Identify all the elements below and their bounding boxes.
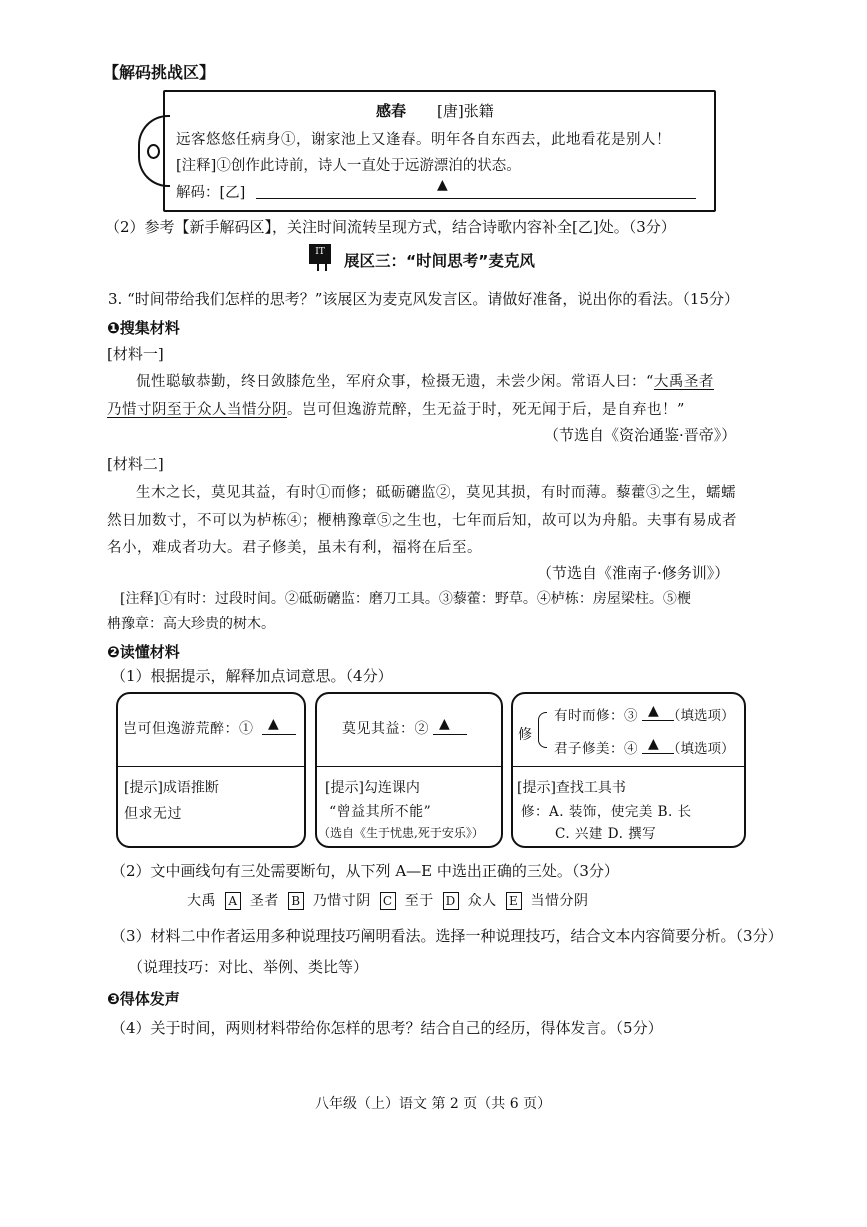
presentation-board-icon: IT — [309, 244, 331, 264]
card1-answer-field[interactable] — [262, 714, 296, 735]
material2-line1: 生木之长，莫见其益，有时①而修；砥砺礳监②，莫见其损，有时而薄。藜藿③之生，蠕蠕 — [136, 485, 736, 501]
card3-row1: 有时而修：③ — [554, 708, 638, 724]
scroll-hole-icon — [147, 144, 160, 159]
poem-author: [唐]张籍 — [437, 102, 494, 120]
card3-triangle-icon-4: ▲ — [648, 736, 659, 752]
card3-options-2: C. 兴建 D. 撰写 — [555, 826, 657, 842]
break-option-a[interactable]: A — [225, 892, 241, 910]
material1-line1 — [136, 370, 714, 391]
q3-analysis-instruction: （3）材料二中作者运用多种说理技巧阐明看法。选择一种说理技巧，结合文本内容简要分析。（3分） — [111, 927, 783, 945]
material2-line3: 名小，难成者功大。君子修美，虽未有利，福将在后至。 — [107, 540, 482, 556]
sentence-break-row — [187, 890, 589, 910]
segment: 当惜分阴 — [530, 893, 589, 909]
q4-prompt: （4）关于时间，两则材料带给你怎样的思考？结合自己的经历，得体发言。（5分） — [111, 1019, 663, 1037]
card3-brace-label: 修 — [518, 727, 533, 743]
material2-notes-line2: 柟豫章：高大珍贵的树木。 — [107, 616, 275, 632]
exhibit-title: 展区三：“时间思考”麦克风 — [344, 252, 535, 270]
break-option-e[interactable]: E — [506, 892, 522, 910]
poem-line: 远客悠悠任病身①，谢家池上又逢春。明年各自东西去，此地看花是别人！ — [176, 132, 671, 148]
card1-hint-body: 但求无过 — [124, 806, 182, 822]
card1-hint-title: [提示]成语推断 — [124, 780, 219, 796]
material2-notes-line1: [注释]①有时：过段时间。②砥砺礳监：磨刀工具。③藜藿：野草。④栌栋：房屋梁柱。⑤楩 — [120, 591, 691, 607]
segment: 至于 — [404, 893, 434, 909]
section-read: ❷读懂材料 — [107, 643, 180, 661]
decode-label: 解码：[乙] — [176, 185, 246, 201]
card3-triangle-icon-3: ▲ — [648, 703, 659, 719]
card3-fill-note-1: （填选项） — [667, 708, 735, 724]
material2-source: （节选自《淮南子·修务训》） — [537, 564, 730, 582]
material1-underlined-1: 大禹圣者 — [653, 374, 714, 390]
card2-triangle-icon: ▲ — [439, 716, 450, 732]
segment: 大禹 — [187, 893, 216, 909]
card1-triangle-icon: ▲ — [268, 716, 279, 732]
page-footer: 八年级（上）语文 第 2 页（共 6 页） — [315, 1096, 552, 1112]
challenge-header: 【解码挑战区】 — [103, 63, 216, 82]
segment: 圣者 — [249, 893, 279, 909]
card2-question: 莫见其益：② — [342, 721, 429, 737]
material1-underlined-2: 乃惜寸阴至于众人当惜分阴 — [107, 402, 287, 418]
break-option-d[interactable]: D — [443, 892, 459, 910]
poem-title: 感春 — [376, 102, 407, 120]
section-collect: ❶搜集材料 — [107, 319, 180, 337]
card3-row2: 君子修美：④ — [554, 741, 638, 757]
break-option-c[interactable]: C — [380, 892, 396, 910]
material1-source: （节选自《资治通鉴·晋帝》） — [544, 426, 737, 444]
card3-options-1: 修：A. 装饰，使完美 B. 长 — [521, 804, 692, 820]
material1-label: [材料一] — [107, 345, 164, 363]
poem-note: [注释]①创作此诗前，诗人一直处于远游漂泊的状态。 — [176, 158, 521, 174]
q3-prompt: 3. “时间带给我们怎样的思考？”该展区为麦克风发言区。请做好准备，说出你的看法。（15分） — [108, 290, 740, 308]
card2-hint-source: （选自《生于忧患,死于安乐》） — [318, 826, 484, 840]
material1-line1-text: 侃性聪敏恭勤，终日敛膝危坐，军府众事，检摄无遗，未尝少闲。常语人曰：“ — [136, 374, 654, 390]
decode-answer-line[interactable] — [256, 178, 696, 199]
q2-break-instruction: （2）文中画线句有三处需要断句，从下列 A—E 中选出正确的三处。（3分） — [111, 862, 619, 880]
section-speak: ❸得体发声 — [107, 990, 180, 1008]
q3-techniques: （说理技巧：对比、举例、类比等） — [128, 958, 369, 976]
material2-line2: 然日加数寸，不可以为栌栋④；楩柟豫章⑤之生也，七年而后知，故可以为舟船。夫事有易成者 — [107, 513, 737, 529]
material1-line2-text: 。岂可但逸游荒醉，生无益于时，死无闻于后，是自弃也！” — [287, 402, 685, 418]
card1-question: 岂可但逸游荒醉：① — [123, 721, 254, 737]
card2-answer-field[interactable] — [433, 714, 467, 735]
q1-instruction: （1）根据提示，解释加点词意思。（4分） — [111, 667, 393, 685]
material2-label: [材料二] — [107, 455, 164, 473]
material1-line2 — [107, 398, 685, 419]
break-option-b[interactable]: B — [288, 892, 304, 910]
q2-instruction: （2）参考【新手解码区】，关注时间流转呈现方式，结合诗歌内容补全[乙]处。（3分） — [105, 218, 676, 236]
segment: 众人 — [467, 893, 497, 909]
card3-fill-note-2: （填选项） — [667, 741, 735, 757]
card3-hint-title: [提示]查找工具书 — [517, 780, 626, 796]
placeholder-triangle-icon: ▲ — [437, 177, 448, 193]
segment: 乃惜寸阴 — [312, 893, 371, 909]
card3-brace-icon — [538, 712, 547, 748]
card2-hint-body: “曾益其所不能” — [329, 804, 432, 820]
card2-hint-title: [提示]勾连课内 — [325, 780, 420, 796]
